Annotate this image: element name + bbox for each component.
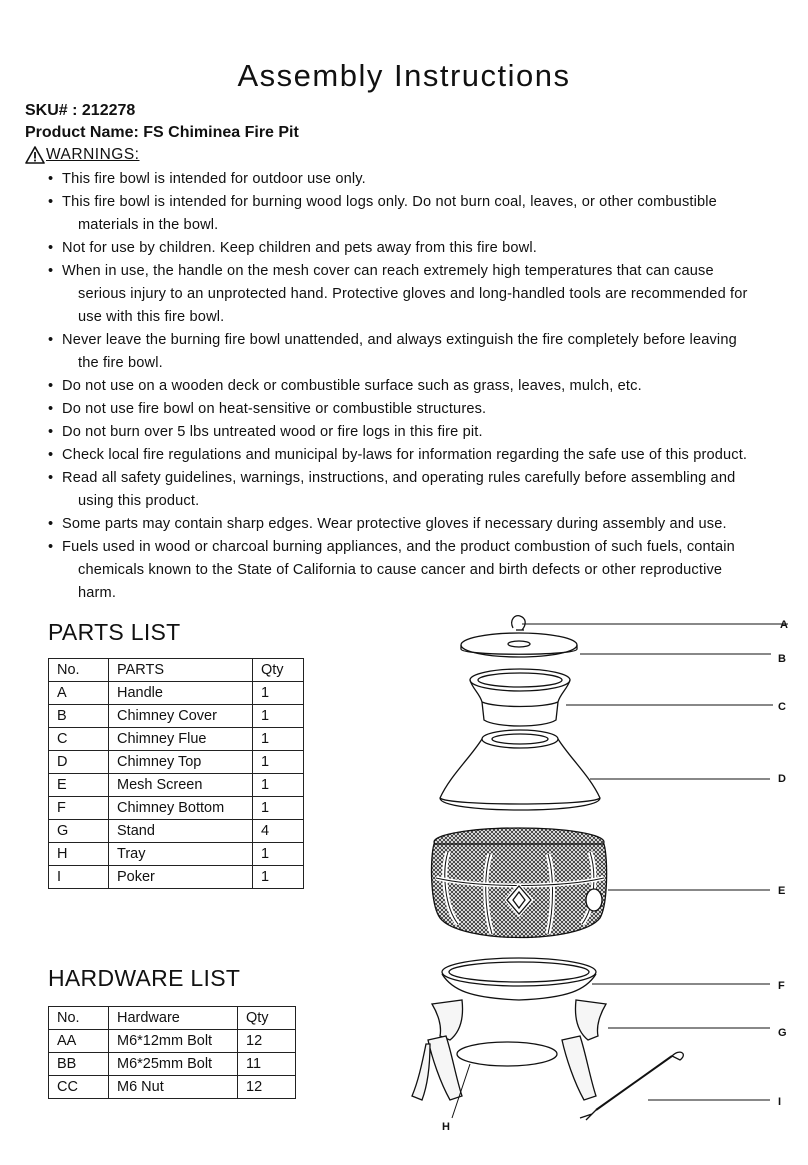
warning-text-continued: the fire bowl. <box>78 355 163 371</box>
warnings-list <box>46 168 791 605</box>
hardware-qty: 11 <box>238 1053 296 1076</box>
part-qty: 1 <box>253 797 304 820</box>
hardware-table <box>48 1006 296 1099</box>
chimney-bottom-part <box>442 958 770 1000</box>
label-f: F <box>778 980 785 992</box>
warning-item <box>46 329 791 375</box>
warning-item <box>46 398 791 421</box>
column-header: Qty <box>238 1007 296 1030</box>
mesh-screen-part <box>432 828 770 938</box>
part-qty: 1 <box>253 843 304 866</box>
warning-text: Not for use by children. Keep children and pets away from this fire bowl. <box>62 240 537 256</box>
product-name-line: Product Name: FS Chiminea Fire Pit <box>25 124 299 141</box>
label-i: I <box>778 1096 782 1108</box>
column-header: No. <box>49 659 109 682</box>
label-g: G <box>778 1027 787 1039</box>
warnings-label: WARNINGS: <box>46 146 140 163</box>
part-qty: 1 <box>253 751 304 774</box>
warning-text: Some parts may contain sharp edges. Wear protective gloves if necessary during assembly and use. <box>62 516 727 532</box>
label-a: A <box>780 619 788 631</box>
hardware-name: M6*25mm Bolt <box>109 1053 238 1076</box>
part-no: E <box>49 774 109 797</box>
part-name: Mesh Screen <box>109 774 253 797</box>
warning-text-continued: chemicals known to the State of California to cause cancer and birth defects or other reproductive <box>78 562 723 578</box>
part-name: Chimney Bottom <box>109 797 253 820</box>
part-name: Poker <box>109 866 253 889</box>
warning-item <box>46 513 791 536</box>
part-no: D <box>49 751 109 774</box>
page-title: Assembly Instructions <box>237 58 571 93</box>
table-header-row <box>49 659 304 682</box>
hardware-qty: 12 <box>238 1030 296 1053</box>
warning-item <box>46 444 791 467</box>
warning-text: This fire bowl is intended for outdoor use only. <box>62 171 366 187</box>
label-b: B <box>778 653 786 665</box>
warning-item <box>46 467 791 513</box>
column-header: PARTS <box>109 659 253 682</box>
warning-item <box>46 421 791 444</box>
warning-item <box>46 191 791 237</box>
part-qty: 1 <box>253 705 304 728</box>
warning-item <box>46 375 791 398</box>
part-qty: 1 <box>253 774 304 797</box>
table-row <box>49 797 304 820</box>
part-name: Chimney Cover <box>109 705 253 728</box>
table-row <box>49 774 304 797</box>
parts-table <box>48 658 304 889</box>
warning-item <box>46 536 791 605</box>
table-row <box>49 820 304 843</box>
parts-list-title: PARTS LIST <box>48 619 181 645</box>
label-h: H <box>442 1121 450 1133</box>
table-row <box>49 1076 296 1099</box>
label-d: D <box>778 773 786 785</box>
warning-text-continued: harm. <box>78 585 117 601</box>
table-row <box>49 728 304 751</box>
hardware-name: M6*12mm Bolt <box>109 1030 238 1053</box>
warning-triangle-icon <box>25 146 45 164</box>
part-name: Chimney Flue <box>109 728 253 751</box>
table-row <box>49 1053 296 1076</box>
part-no: C <box>49 728 109 751</box>
warning-text: • This fire bowl is intended for burning wood logs only. Do not burn coal, leaves, or other combustible <box>62 194 717 210</box>
warning-item <box>46 260 791 329</box>
chimney-top-part <box>440 730 770 810</box>
hardware-name: M6 Nut <box>109 1076 238 1099</box>
chimney-flue-part <box>470 669 773 726</box>
exploded-parts-diagram <box>400 608 800 1153</box>
column-header: No. <box>49 1007 109 1030</box>
warning-text: • Fuels used in wood or charcoal burning appliances, and the product combustion of such fuels, contain <box>62 539 735 555</box>
warning-text-continued: use with this fire bowl. <box>78 309 225 325</box>
part-no: H <box>49 843 109 866</box>
part-no: I <box>49 866 109 889</box>
table-row <box>49 843 304 866</box>
part-qty: 1 <box>253 866 304 889</box>
part-qty: 1 <box>253 728 304 751</box>
warning-text: Do not use on a wooden deck or combustible surface such as grass, leaves, mulch, etc. <box>62 378 642 394</box>
tray-part <box>452 1042 557 1118</box>
table-header-row <box>49 1007 296 1030</box>
hardware-no: CC <box>49 1076 109 1099</box>
part-name: Chimney Top <box>109 751 253 774</box>
warning-text: • Read all safety guidelines, warnings, instructions, and operating rules carefully before assembling and <box>62 470 736 486</box>
part-name: Tray <box>109 843 253 866</box>
label-c: C <box>778 701 786 713</box>
part-name: Handle <box>109 682 253 705</box>
warning-item <box>46 168 791 191</box>
table-row <box>49 705 304 728</box>
label-e: E <box>778 885 786 897</box>
warning-item <box>46 237 791 260</box>
table-row <box>49 1030 296 1053</box>
warning-text: Do not burn over 5 lbs untreated wood or fire logs in this fire pit. <box>62 424 483 440</box>
hardware-no: AA <box>49 1030 109 1053</box>
hardware-qty: 12 <box>238 1076 296 1099</box>
warning-text-continued: using this product. <box>78 493 200 509</box>
part-qty: 1 <box>253 682 304 705</box>
warning-text: • Never leave the burning fire bowl unattended, and always extinguish the fire completely before leaving <box>62 332 737 348</box>
warnings-heading <box>25 146 139 164</box>
part-no: F <box>49 797 109 820</box>
column-header: Hardware <box>109 1007 238 1030</box>
warning-text: Do not use fire bowl on heat-sensitive or combustible structures. <box>62 401 487 417</box>
chimney-cover-part <box>461 633 771 657</box>
hardware-list-title: HARDWARE LIST <box>48 965 241 991</box>
table-row <box>49 682 304 705</box>
table-row <box>49 751 304 774</box>
column-header: Qty <box>253 659 304 682</box>
warning-text-continued: serious injury to an unprotected hand. Protective gloves and long-handled tools are recommended for <box>78 286 748 302</box>
part-name: Stand <box>109 820 253 843</box>
poker-part <box>580 1052 770 1120</box>
part-no: G <box>49 820 109 843</box>
part-qty: 4 <box>253 820 304 843</box>
warning-text-continued: materials in the bowl. <box>78 217 219 233</box>
warning-text: • When in use, the handle on the mesh cover can reach extremely high temperatures that can cause <box>62 263 714 279</box>
handle-part <box>512 616 788 630</box>
sku-line: SKU# : 212278 <box>25 102 136 119</box>
part-no: B <box>49 705 109 728</box>
hardware-no: BB <box>49 1053 109 1076</box>
table-row <box>49 866 304 889</box>
warning-text: Check local fire regulations and municipal by-laws for information regarding the safe use of this product. <box>62 447 748 463</box>
part-no: A <box>49 682 109 705</box>
